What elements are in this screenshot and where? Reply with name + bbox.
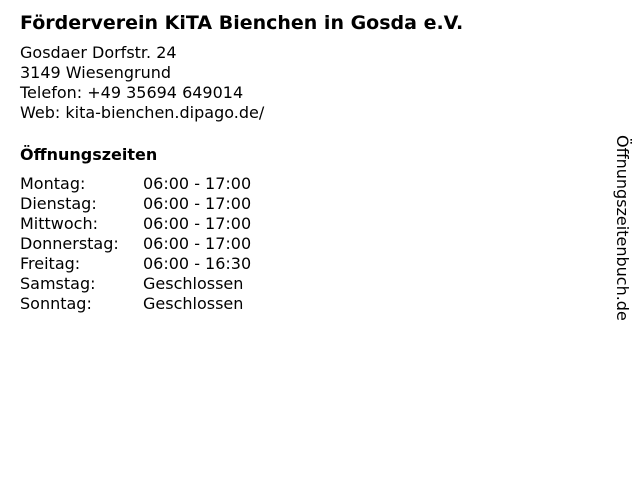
hours-row-wednesday bbox=[20, 214, 320, 234]
opening-hours-heading: Öffnungszeiten bbox=[20, 145, 158, 164]
day-label: Montag: bbox=[20, 174, 86, 193]
time-value: 06:00 - 17:00 bbox=[143, 214, 252, 233]
day-label: Samstag: bbox=[20, 274, 96, 293]
hours-row-sunday bbox=[20, 294, 320, 314]
street-address: Gosdaer Dorfstr. 24 bbox=[20, 43, 177, 62]
time-value: 06:00 - 17:00 bbox=[143, 194, 252, 213]
day-label: Donnerstag: bbox=[20, 234, 119, 253]
city-address: 3149 Wiesengrund bbox=[20, 63, 172, 82]
opening-hours-table bbox=[20, 174, 320, 314]
time-value: Geschlossen bbox=[143, 294, 244, 313]
hours-row-monday bbox=[20, 174, 320, 194]
time-value: 06:00 - 17:00 bbox=[143, 174, 252, 193]
site-watermark-label: Öffnungszeitenbuch.de bbox=[613, 135, 632, 321]
hours-row-thursday bbox=[20, 234, 320, 254]
day-label: Sonntag: bbox=[20, 294, 92, 313]
time-value: 06:00 - 16:30 bbox=[143, 254, 252, 273]
phone-number: Telefon: +49 35694 649014 bbox=[20, 83, 244, 102]
address-block bbox=[20, 43, 264, 123]
day-label: Mittwoch: bbox=[20, 214, 98, 233]
hours-row-saturday bbox=[20, 274, 320, 294]
hours-row-tuesday bbox=[20, 194, 320, 214]
page-title: Förderverein KiTA Bienchen in Gosda e.V. bbox=[20, 12, 464, 34]
day-label: Dienstag: bbox=[20, 194, 97, 213]
time-value: 06:00 - 17:00 bbox=[143, 234, 252, 253]
website-link[interactable]: Web: kita-bienchen.dipago.de/ bbox=[20, 103, 265, 122]
hours-row-friday bbox=[20, 254, 320, 274]
day-label: Freitag: bbox=[20, 254, 81, 273]
time-value: Geschlossen bbox=[143, 274, 244, 293]
